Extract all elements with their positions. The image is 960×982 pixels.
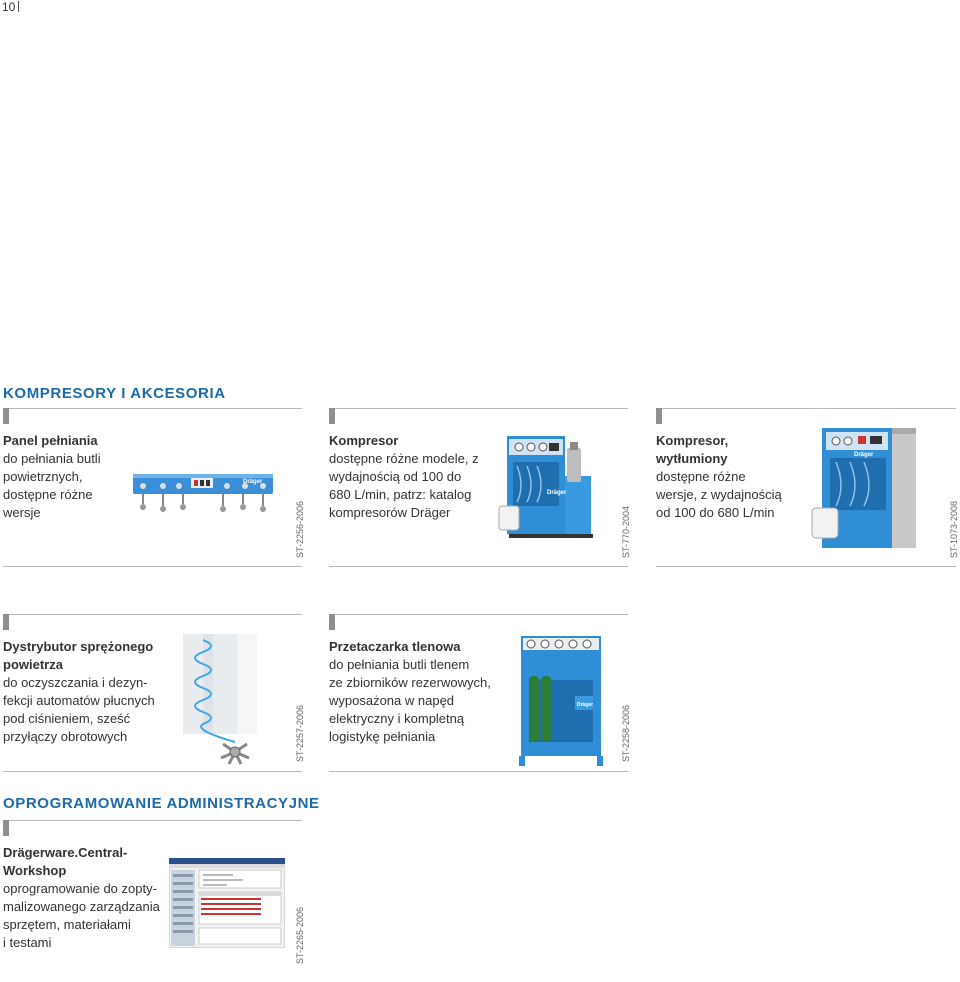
compressor-image <box>497 430 605 548</box>
card-code: ST-2256-2006 <box>295 500 305 558</box>
card-marker <box>3 820 9 836</box>
card-title: Drägerware.Central- Workshop <box>3 845 128 878</box>
filling-panel-image <box>131 468 277 518</box>
card-marker <box>329 614 335 630</box>
card-description: dostępne różne modele, z wydajnością od 100 do 680 L/min, patrz: katalog kompresorów Dräger <box>329 451 479 520</box>
card-code: ST-2258-2006 <box>621 704 631 762</box>
card-code: ST-770-2004 <box>621 505 631 558</box>
card-top-rule <box>3 820 302 821</box>
card-description: do pełniania butli tlenem ze zbiorników rezerwowych, wyposażona w napęd elektryczny i kompletną logistykę pełniania <box>329 657 491 744</box>
software-screenshot-image <box>169 858 285 948</box>
card-top-rule <box>329 614 628 615</box>
card-title: Dystrybutor sprężonego powietrza <box>3 639 154 672</box>
card-panel-pelniania <box>3 408 305 567</box>
card-marker <box>3 408 9 424</box>
card-draegerware <box>3 820 305 970</box>
svg-text:Dräger: Dräger <box>243 479 263 485</box>
card-kompresor <box>329 408 631 567</box>
card-text <box>3 432 133 522</box>
svg-text:Dräger: Dräger <box>854 452 874 458</box>
card-bottom-rule <box>3 566 302 567</box>
card-description: oprogramowanie do zopty- malizowanego zarządzania sprzętem, materiałami i testami <box>3 881 160 950</box>
card-top-rule <box>329 408 628 409</box>
card-text <box>3 844 168 952</box>
card-top-rule <box>3 614 302 615</box>
svg-text:Dräger: Dräger <box>547 490 567 496</box>
oxygen-booster-image <box>515 632 605 768</box>
card-description: do pełniania butli powietrznych, dostępne różne wersje <box>3 451 101 520</box>
card-bottom-rule <box>656 566 956 567</box>
card-dystrybutor <box>3 614 305 772</box>
card-text <box>656 432 806 522</box>
card-text <box>329 638 509 746</box>
card-code: ST-2257-2006 <box>295 704 305 762</box>
card-top-rule <box>3 408 302 409</box>
card-bottom-rule <box>329 566 628 567</box>
card-top-rule <box>656 408 956 409</box>
card-bottom-rule <box>329 771 628 772</box>
card-text <box>329 432 494 522</box>
page-number: 10 <box>2 0 16 14</box>
card-title: Kompresor, wytłumiony <box>656 433 729 466</box>
air-distributor-image <box>183 634 261 768</box>
card-title: Kompresor <box>329 433 399 448</box>
card-title: Panel pełniania <box>3 433 98 448</box>
card-code: ST-1073-2008 <box>949 500 959 558</box>
card-bottom-rule <box>3 771 302 772</box>
card-code: ST-2265-2006 <box>295 906 305 964</box>
card-marker <box>3 614 9 630</box>
svg-text:Dräger: Dräger <box>577 702 594 708</box>
card-przetaczarka <box>329 614 631 772</box>
page-number-divider <box>18 1 19 12</box>
card-title: Przetaczarka tlenowa <box>329 639 461 654</box>
card-kompresor-wytlumiony <box>656 408 959 567</box>
card-description: dostępne różne wersje, z wydajnością od 100 do 680 L/min <box>656 469 782 520</box>
card-marker <box>329 408 335 424</box>
silent-compressor-image <box>808 424 920 552</box>
card-text <box>3 638 183 746</box>
section-title-kompresory: KOMPRESORY I AKCESORIA <box>3 385 226 402</box>
section-title-oprogramowanie: OPROGRAMOWANIE ADMINISTRACYJNE <box>3 795 320 812</box>
card-marker <box>656 408 662 424</box>
card-description: do oczyszczania i dezyn- fekcji automatów płucnych pod ciśnieniem, sześć przyłączy obrotowych <box>3 675 155 744</box>
